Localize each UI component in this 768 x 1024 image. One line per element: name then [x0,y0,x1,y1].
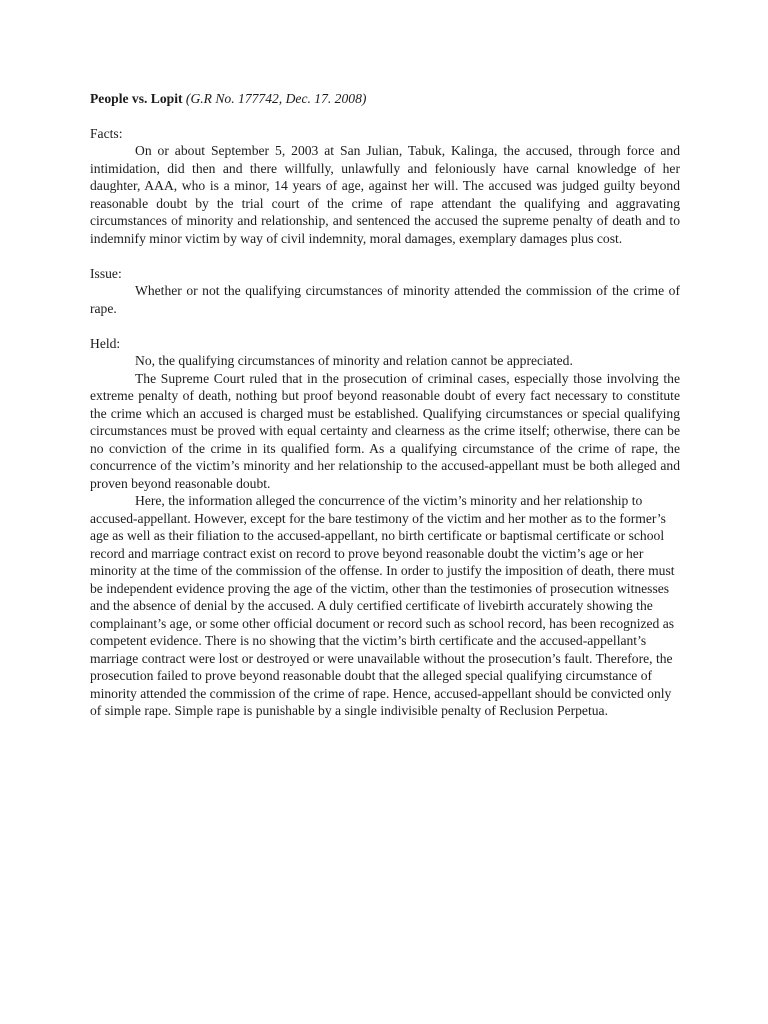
facts-paragraph: On or about September 5, 2003 at San Julian, Tabuk, Kalinga, the accused, through force and intimidation, did then and there willfully, unlawfully and feloniously have carnal knowledge of her daughter, AAA, who is a minor, 14 years of age, against her will. The accused was judged guilty beyond reasonable doubt by the trial court of the crime of rape attendant the qualifying and aggravating circumstances of minority and relationship, and sentenced the accused the supreme penalty of death and to indemnify minor victim by way of civil indemnity, moral damages, exemplary damages plus cost. [90,143,680,246]
held-ruling-paragraph: The Supreme Court ruled that in the prosecution of criminal cases, especially those involving the extreme penalty of death, nothing but proof beyond reasonable doubt of every fact necessary to constitute the crime which an accused is charged must be established. Qualifying circumstances or special qualifying circumstances must be proved with equal certainty and clearness as the crime itself; otherwise, there can be no conviction of the crime in its qualified form. As a qualifying circumstance of the crime of rape, the concurrence of the victim’s minority and her relationship to the accused-appellant must be both alleged and proven beyond reasonable doubt. [90,370,680,491]
held-application-paragraph: Here, the information alleged the concurrence of the victim’s minority and her relationship to accused-appellant. However, except for the bare testimony of the victim and her mother as to the former’s age as well as their filiation to the accused-appellant, no birth certificate or baptismal certificate or school record and marriage contract exist on record to prove beyond reasonable doubt the victim’s age or her minority at the time of the commission of the offense. In order to justify the imposition of death, there must be independent evidence proving the age of the victim, other than the testimonies of prosecution witnesses and the absence of denial by the accused. A duly certified certificate of livebirth accurately showing the complainant’s age, or some other official document or record such as school record, has been recognized as competent evidence. There is no showing that the victim’s birth certificate and the accused-appellant’s marriage contract were lost or destroyed or were unavailable without the prosecution’s fault. Therefore, the prosecution failed to prove beyond reasonable doubt that the alleged special qualifying circumstance of minority attended the commission of the crime of rape. Hence, accused-appellant should be convicted only of simple rape. Simple rape is punishable by a single indivisible penalty of Reclusion Perpetua. [90,493,675,718]
issue-label: Issue: [90,265,122,281]
case-name: People vs. Lopit [90,91,183,106]
held-label: Held: [90,335,121,351]
section-spacer [90,317,680,335]
case-citation: (G.R No. 177742, Dec. 17. 2008) [185,91,367,106]
held-answer-paragraph: No, the qualifying circumstances of minority and relation cannot be appreciated. [135,353,573,368]
facts-label: Facts: [90,125,123,141]
issue-paragraph: Whether or not the qualifying circumstances of minority attended the commission of the crime of rape. [90,283,680,316]
case-title [90,90,680,108]
section-spacer [90,247,680,265]
